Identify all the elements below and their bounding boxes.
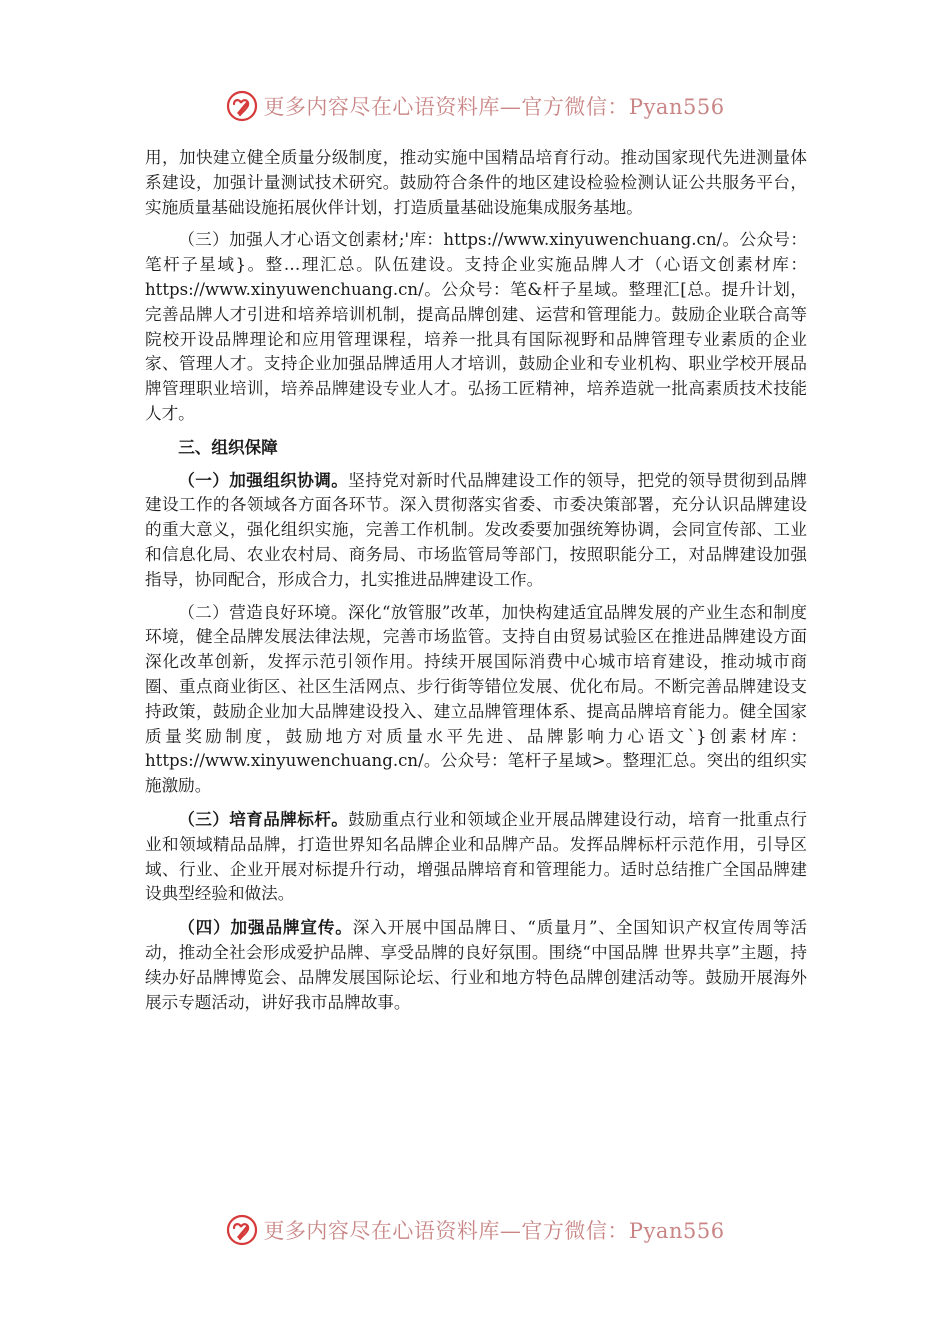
paragraph: （二）营造良好环境。深化“放管服”改革，加快构建适宜品牌发展的产业生态和制度环境，健全品牌发展法律法规，完善市场监管。支持自由贸易试验区在推进品牌建设方面深化改革创新，发挥示范引领作用。持续开展国际消费中心城市培育建设，推动城市商圈、重点商业街区、社区生活网点、步行街等错位发展、优化布局。不断完善品牌建设支持政策，鼓励企业加大品牌建设投入、建立品牌管理体系、提高品牌培育能力。健全国家质量奖励制度，鼓励地方对质量水平先进、品牌影响力心语文`}创素材库：https://www.xinyuwenchuang.cn/。公众号：笔杆子星域>。整理汇总。突出的组织实施激励。 bbox=[145, 602, 807, 796]
paragraph-lead: （一）加强组织协调。 bbox=[178, 469, 349, 490]
paragraph bbox=[145, 807, 807, 907]
paragraph bbox=[145, 915, 807, 1015]
paragraph: （三）加强人才心语文创素材;'库：https://www.xinyuwenchuang.cn/。公众号：笔杆子星域}。整…理汇总。队伍建设。支持企业实施品牌人才（心语文创素材库：https://www.xinyuwenchuang.cn/。公众号：笔&杆子星域。整理汇[总。提升计划，完善品牌人才引进和培养培训机制，提高品牌创建、运营和管理能力。鼓励企业联合高等院校开设品牌理论和应用管理课程，培养一批具有国际视野和品牌管理专业素质的企业家、管理人才。支持企业加强品牌适用人才培训，鼓励企业和专业机构、职业学校开展品牌管理职业培训，培养品牌建设专业人才。弘扬工匠精神，培养造就一批高素质技术技能人才。 bbox=[145, 230, 807, 423]
paragraph-text: 鼓励重点行业和领域企业开展品牌建设行动，培育一批重点行业和领域精品品牌，打造世界知名品牌企业和品牌产品。发挥品牌标杆示范作用，引导区域、行业、企业开展对标提升行动，增强品牌培育和管理能力。适时总结推广全国品牌建设典型经验和做法。 bbox=[145, 809, 808, 904]
footer-banner bbox=[0, 1210, 950, 1250]
paragraph-lead: （四）加强品牌宣传。 bbox=[178, 917, 353, 938]
header-banner bbox=[0, 86, 950, 126]
section-heading: 三、组织保障 bbox=[178, 436, 278, 457]
heart-pen-logo-icon bbox=[225, 1213, 259, 1247]
paragraph bbox=[145, 468, 807, 593]
heart-pen-logo-icon bbox=[225, 89, 259, 123]
document-body bbox=[145, 146, 807, 1015]
paragraph-text: 坚持党对新时代品牌建设工作的领导，把党的领导贯彻到品牌建设工作的各领域各方面各环节。深入贯彻落实省委、市委决策部署，充分认识品牌建设的重大意义，强化组织实施，完善工作机制。发改委要加强统筹协调，会同宣传部、工业和信息化局、农业农村局、商务局、市场监管局等部门，按照职能分工，对品牌建设加强指导，协同配合，形成合力，扎实推进品牌建设工作。 bbox=[145, 470, 808, 589]
header-banner-text: 更多内容尽在心语资料库—官方微信：Pyan556 bbox=[263, 95, 725, 119]
paragraph: 用，加快建立健全质量分级制度，推动实施中国精品培育行动。推动国家现代先进测量体系建设，加强计量测试技术研究。鼓励符合条件的地区建设检验检测认证公共服务平台，实施质量基础设施拓展伙伴计划，打造质量基础设施集成服务基地。 bbox=[145, 148, 807, 217]
paragraph-text: 深入开展中国品牌日、“质量月”、全国知识产权宣传周等活动，推动全社会形成爱护品牌、享受品牌的良好氛围。围绕“中国品牌 世界共享”主题，持续办好品牌博览会、品牌发展国际论坛、行业和地方特色品牌创建活动等。鼓励开展海外展示专题活动，讲好我市品牌故事。 bbox=[145, 918, 808, 1012]
footer-banner-text: 更多内容尽在心语资料库—官方微信：Pyan556 bbox=[263, 1219, 725, 1243]
paragraph-lead: （三）培育品牌标杆。 bbox=[178, 808, 349, 829]
